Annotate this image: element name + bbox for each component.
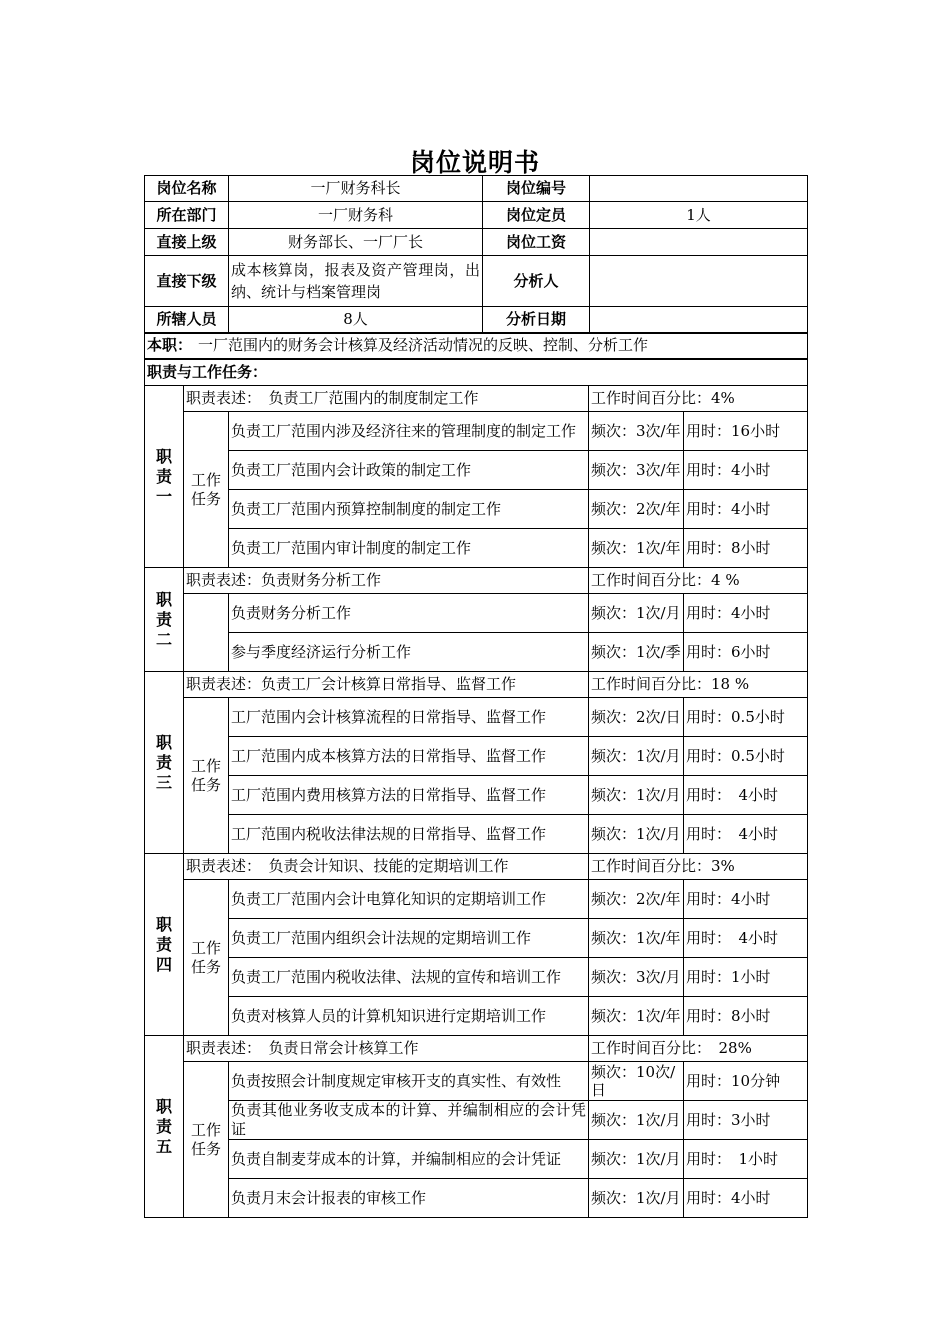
analyst-label: 分析人: [483, 256, 590, 307]
task-text: 工厂范围内成本核算方法的日常指导、监督工作: [229, 737, 589, 776]
task-duration: 用时：6小时: [684, 633, 808, 672]
document-title: 岗位说明书: [409, 148, 540, 177]
task-row: [145, 880, 808, 919]
task-duration: 用时：8小时: [684, 997, 808, 1036]
duty-description: 职责表述： 负责会计知识、技能的定期培训工作: [184, 854, 589, 880]
task-row: [145, 1101, 808, 1140]
task-duration: 用时： 4小时: [684, 815, 808, 854]
task-text: 工厂范围内会计核算流程的日常指导、监督工作: [229, 698, 589, 737]
duty-time-percent: 工作时间百分比： 28%: [589, 1036, 808, 1062]
superior-label: 直接上级: [145, 229, 229, 256]
position-no-label: 岗位编号: [483, 176, 590, 202]
superior-value: 财务部长、一厂厂长: [229, 229, 483, 256]
task-text: 工厂范围内费用核算方法的日常指导、监督工作: [229, 776, 589, 815]
task-row: [145, 919, 808, 958]
task-row: [145, 737, 808, 776]
task-text: 负责财务分析工作: [229, 594, 589, 633]
duty-time-percent: 工作时间百分比：3%: [589, 854, 808, 880]
task-duration: 用时：8小时: [684, 529, 808, 568]
core-duty-row: [145, 333, 808, 359]
task-row: [145, 594, 808, 633]
duty-name-text: 职责五: [155, 1096, 172, 1156]
task-group-text: 工作任务: [190, 938, 221, 976]
task-text: 负责按照会计制度规定审核开支的真实性、有效性: [229, 1062, 589, 1101]
task-duration: 用时：1小时: [684, 958, 808, 997]
task-row: [145, 698, 808, 737]
duty-name: [145, 1036, 184, 1218]
duty-time-percent: 工作时间百分比：18 %: [589, 672, 808, 698]
subordinate-value: 成本核算岗，报表及资产管理岗，出纳、统计与档案管理岗: [229, 256, 483, 307]
core-duty-text: 一厂范围内的财务会计核算及经济活动情况的反映、控制、分析工作: [198, 336, 649, 354]
task-frequency: 频次：1次/月: [589, 594, 684, 633]
task-row: [145, 815, 808, 854]
duty-name-text: 职责三: [155, 732, 172, 792]
headcount-label: 岗位定员: [483, 202, 590, 229]
duty-time-percent: 工作时间百分比：4 %: [589, 568, 808, 594]
staff-label: 所辖人员: [145, 307, 229, 333]
task-duration: 用时： 4小时: [684, 919, 808, 958]
task-row: [145, 529, 808, 568]
task-duration: 用时：4小时: [684, 451, 808, 490]
task-frequency: 频次：2次/日: [589, 698, 684, 737]
position-name-value: 一厂财务科长: [229, 176, 483, 202]
task-frequency: 频次：1次/月: [589, 776, 684, 815]
task-group-label: [184, 698, 229, 854]
task-text: 负责其他业务收支成本的计算、并编制相应的会计凭证: [229, 1101, 589, 1140]
task-duration: 用时：4小时: [684, 1179, 808, 1218]
task-text: 负责对核算人员的计算机知识进行定期培训工作: [229, 997, 589, 1036]
salary-value: [590, 229, 808, 256]
task-duration: 用时：4小时: [684, 594, 808, 633]
task-group-text: 工作任务: [190, 756, 221, 794]
subordinate-label: 直接下级: [145, 256, 229, 307]
task-group-label: [184, 1062, 229, 1218]
task-row: [145, 1179, 808, 1218]
duty-name-text: 职责一: [155, 446, 172, 506]
duty-desc-row: [145, 386, 808, 412]
duty-desc-row: [145, 568, 808, 594]
task-frequency: 频次：1次/月: [589, 1140, 684, 1179]
core-duty-label: 本职：: [147, 336, 193, 354]
task-frequency: 频次：1次/年: [589, 529, 684, 568]
task-text: 负责月末会计报表的审核工作: [229, 1179, 589, 1218]
task-text: 负责自制麦芽成本的计算，并编制相应的会计凭证: [229, 1140, 589, 1179]
task-row: [145, 958, 808, 997]
task-frequency: 频次：1次/季: [589, 633, 684, 672]
task-frequency: 频次：2次/年: [589, 880, 684, 919]
task-text: 负责工厂范围内预算控制制度的制定工作: [229, 490, 589, 529]
staff-value: 8人: [229, 307, 483, 333]
task-text: 负责工厂范围内审计制度的制定工作: [229, 529, 589, 568]
salary-label: 岗位工资: [483, 229, 590, 256]
task-row: [145, 997, 808, 1036]
duties-header: 职责与工作任务：: [147, 362, 268, 381]
task-row: [145, 412, 808, 451]
duty-name: [145, 386, 184, 568]
duty-description: 职责表述：负责财务分析工作: [184, 568, 589, 594]
duty-desc-row: [145, 672, 808, 698]
analysis-date-value: [590, 307, 808, 333]
duties-table: [144, 385, 808, 1218]
duty-name: [145, 568, 184, 672]
task-frequency: 频次：3次/年: [589, 451, 684, 490]
task-frequency: 频次：1次/年: [589, 919, 684, 958]
department-label: 所在部门: [145, 202, 229, 229]
task-group-label: [184, 412, 229, 568]
task-group-label: [184, 880, 229, 1036]
task-duration: 用时：10分钟: [684, 1062, 808, 1101]
duty-description: 职责表述：负责工厂会计核算日常指导、监督工作: [184, 672, 589, 698]
task-group-text: 工作任务: [190, 1120, 221, 1158]
task-text: 参与季度经济运行分析工作: [229, 633, 589, 672]
task-duration: 用时：0.5小时: [684, 737, 808, 776]
duty-name-text: 职责二: [155, 589, 172, 649]
task-group-text: 工作任务: [190, 470, 221, 508]
duty-time-percent: 工作时间百分比：4%: [589, 386, 808, 412]
task-text: 负责工厂范围内组织会计法规的定期培训工作: [229, 919, 589, 958]
duty-desc-row: [145, 854, 808, 880]
task-frequency: 频次：1次/年: [589, 997, 684, 1036]
task-duration: 用时：16小时: [684, 412, 808, 451]
position-no-value: [590, 176, 808, 202]
analyst-value: [590, 256, 808, 307]
task-row: [145, 451, 808, 490]
task-group-label: [184, 594, 229, 672]
duty-description: 职责表述： 负责工厂范围内的制度制定工作: [184, 386, 589, 412]
task-row: [145, 1062, 808, 1101]
task-duration: 用时： 4小时: [684, 776, 808, 815]
task-duration: 用时：4小时: [684, 490, 808, 529]
duty-name: [145, 672, 184, 854]
headcount-value: 1人: [590, 202, 808, 229]
duty-description: 职责表述： 负责日常会计核算工作: [184, 1036, 589, 1062]
task-duration: 用时：3小时: [684, 1101, 808, 1140]
task-text: 负责工厂范围内涉及经济往来的管理制度的制定工作: [229, 412, 589, 451]
task-text: 负责工厂范围内税收法律、法规的宣传和培训工作: [229, 958, 589, 997]
task-frequency: 频次：10次/日: [589, 1062, 684, 1101]
task-text: 负责工厂范围内会计政策的制定工作: [229, 451, 589, 490]
task-frequency: 频次：3次/月: [589, 958, 684, 997]
task-row: [145, 776, 808, 815]
task-row: [145, 1140, 808, 1179]
basic-info-table: [144, 175, 808, 386]
duty-desc-row: [145, 1036, 808, 1062]
task-row: [145, 633, 808, 672]
task-text: 负责工厂范围内会计电算化知识的定期培训工作: [229, 880, 589, 919]
task-frequency: 频次：1次/月: [589, 737, 684, 776]
task-text: 工厂范围内税收法律法规的日常指导、监督工作: [229, 815, 589, 854]
task-row: [145, 490, 808, 529]
position-name-label: 岗位名称: [145, 176, 229, 202]
duty-name-text: 职责四: [155, 914, 172, 974]
task-duration: 用时：0.5小时: [684, 698, 808, 737]
department-value: 一厂财务科: [229, 202, 483, 229]
duties-header-row: [145, 359, 808, 386]
duty-name: [145, 854, 184, 1036]
task-frequency: 频次：1次/月: [589, 815, 684, 854]
task-frequency: 频次：2次/年: [589, 490, 684, 529]
task-frequency: 频次：1次/月: [589, 1101, 684, 1140]
task-frequency: 频次：3次/年: [589, 412, 684, 451]
analysis-date-label: 分析日期: [483, 307, 590, 333]
task-duration: 用时：4小时: [684, 880, 808, 919]
task-duration: 用时： 1小时: [684, 1140, 808, 1179]
task-frequency: 频次：1次/月: [589, 1179, 684, 1218]
